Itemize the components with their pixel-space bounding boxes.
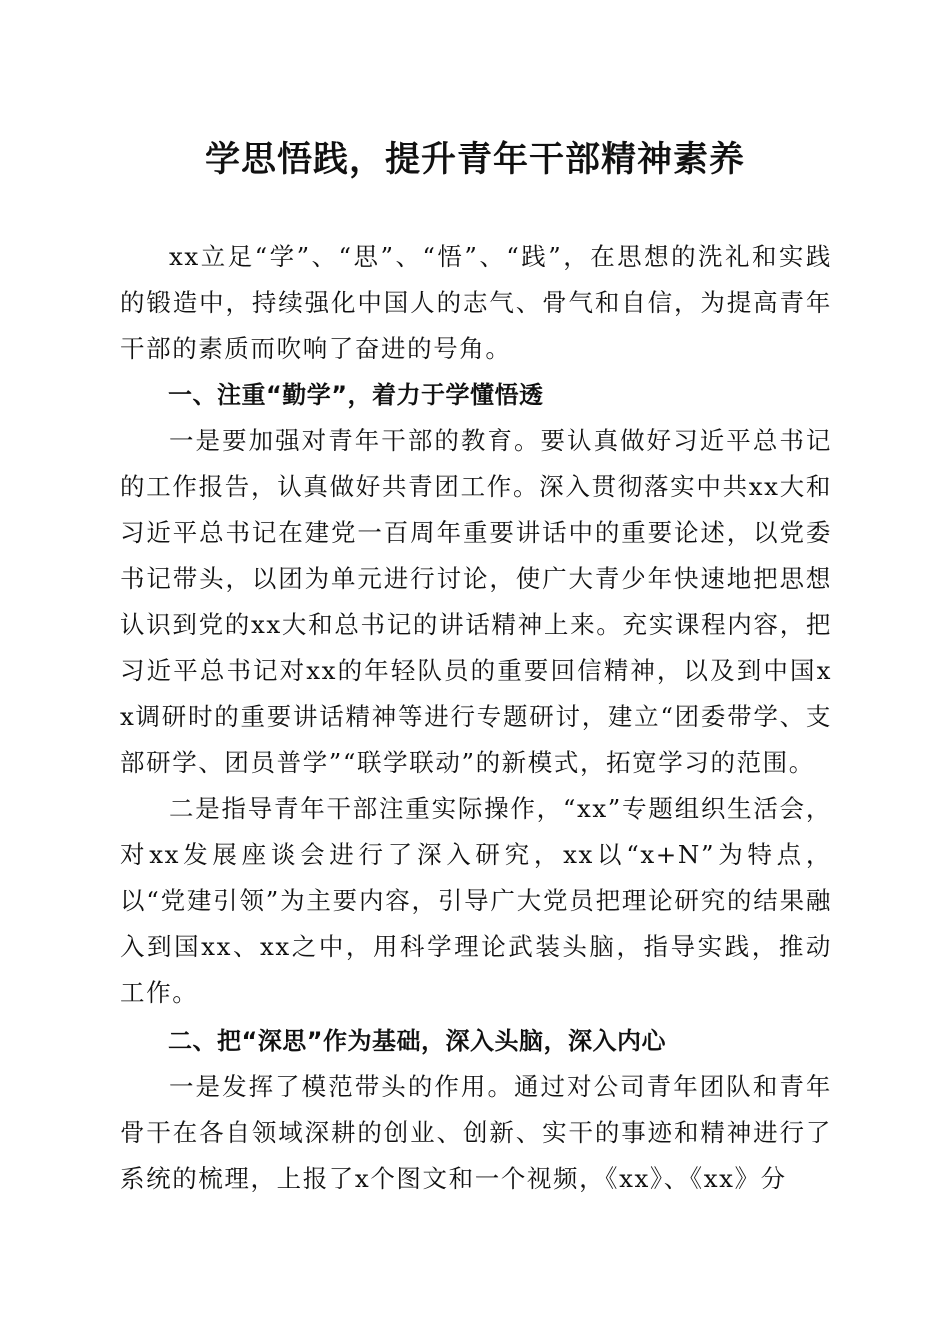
document-title: 学思悟践，提升青年干部精神素养 — [204, 139, 745, 180]
section-heading-2: 二、把“深思”作为基础，深入头脑，深入内心 — [168, 1027, 667, 1055]
section-heading-1: 一、注重“勤学”，着力于学懂悟透 — [168, 381, 544, 409]
section-1-paragraph-1: 一是要加强对青年干部的教育。要认真做好习近平总书记的工作报告，认真做好共青团工作。深入贯彻落实中共xx大和习近平总书记在建党一百周年重要讲话中的重要论述，以党委书记带头，以团为单元进行讨论，使广大青少年快速地把思想认识到党的xx大和总书记的讲话精神上来。充实课程内容，把习近平总书记对xx的年轻队员的重要回信精神，以及到中国xx调研时的重要讲话精神等进行专题研讨，建立“团委带学、支部研学、团员普学”“联学联动”的新模式，拓宽学习的范围。 — [120, 426, 832, 777]
document-body — [120, 234, 832, 1202]
section-1-paragraph-2: 二是指导青年干部注重实际操作，“xx”专题组织生活会，对xx发展座谈会进行了深入研究，xx以“x+N”为特点，以“党建引领”为主要内容，引导广大党员把理论研究的结果融入到国xx、xx之中，用科学理论武装头脑，指导实践，推动工作。 — [120, 794, 832, 1007]
section-2-paragraph-1: 一是发挥了模范带头的作用。通过对公司青年团队和青年骨干在各自领域深耕的创业、创新、实干的事迹和精神进行了系统的梳理，上报了x个图文和一个视频，《xx》、《xx》分 — [120, 1072, 832, 1193]
intro-paragraph: xx立足“学”、“思”、“悟”、“践”，在思想的洗礼和实践的锻造中，持续强化中国人的志气、骨气和自信，为提高青年干部的素质而吹响了奋进的号角。 — [120, 242, 832, 363]
